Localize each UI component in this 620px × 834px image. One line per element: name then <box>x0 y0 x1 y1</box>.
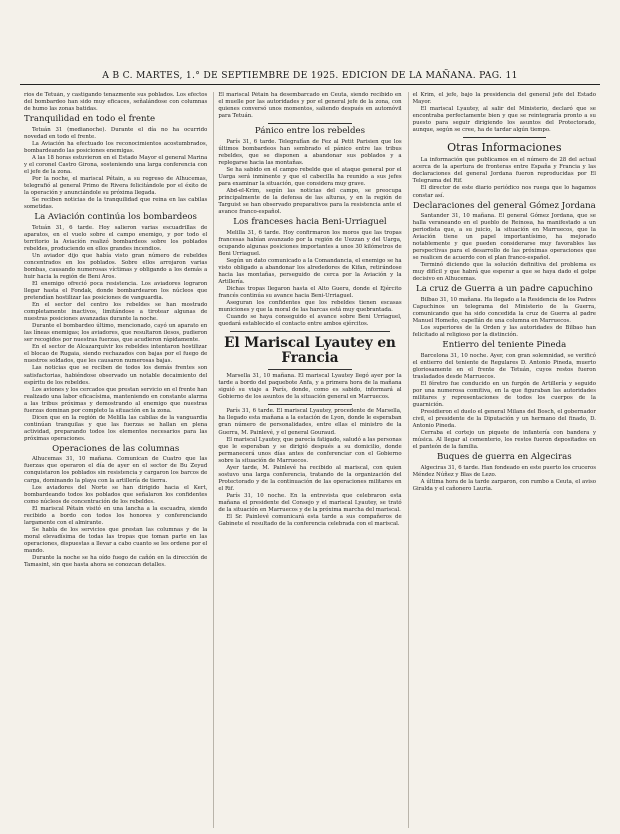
article-paragraph: Según un dato comunicado a la Comandancia, el enemigo se ha visto obligado a abandonar los alrededores de Kifan, retirándose hacia las montañas, perseguido de cerca por la Aviación y la Artillería. <box>218 257 402 285</box>
article-paragraph: El director de este diario periódico nos ruega que lo hagamos constar así. <box>412 185 596 199</box>
article-paragraph: París 31, 6 tarde. Telegrafían de Fez al Petit Parisien que los últimos bombardeos han sembrado el pánico entre las tribus rebeldes, que se disponen a abandonar sus poblados y a replegarse hacia las montañas. <box>218 138 402 166</box>
article-paragraph: rios de Tetuán, y castigando tenazmente sus poblados. Los efectos del bombardeo han sido muy eficaces, señalándose con columnas de humo las zonas batidas. <box>24 92 208 113</box>
column-1 <box>24 92 207 828</box>
article-paragraph: Los aviones y los cercados que prestan servicio en el frente han realizado una labor eficacísima, manteniendo en constante alarma a las tribus próximas y demostrando al enemigo que nuestras fuerzas dominan por completo la situación en la zona. <box>24 386 208 414</box>
headline-lyautey: El Mariscal Lyautey en Francia <box>224 335 396 367</box>
headline-otras-informaciones: Otras Informaciones <box>447 141 562 155</box>
article-paragraph: Aseguran los confidentes que los rebeldes tienen escasas municiones y que la moral de las harcas está muy quebrantada. <box>218 299 402 314</box>
article-paragraph: Bilbao 31, 10 mañana. Ha llegado a la Residencia de los Padres Capuchinos un telegrama del Ministerio de la Guerra, comunicando que ha sido concedida la cruz de Guerra al padre Manuel Homeño, capellán de una columna en Marruecos. <box>412 296 596 324</box>
page-masthead: A B C. MARTES, 1.° DE SEPTIEMBRE DE 1925. EDICION DE LA MAÑANA. PAG. 11 <box>20 70 600 85</box>
article-paragraph: Cuando se haya conseguido el avance sobre Beni Urriaguel, quedará establecido el contacto entre ambos ejércitos. <box>218 314 402 328</box>
article-paragraph: El mariscal Pétain visitó en una lancha a la escuadra, siendo recibido a bordo con todos los honores y conferenciando largamente con el almirante. <box>24 505 208 526</box>
article-paragraph: Presidieron el duelo el general Milans del Bosch, el gobernador civil, el presidente de la Diputación y un hermano del finado, D. Antonio Pineda. <box>412 408 596 429</box>
article-paragraph: Se habla de los servicios que prestan las columnas y de la moral elevadísima de todas las tropas que toman parte en las operaciones, dispuestas a llevar a cabo cuanto se les ordene por el mando. <box>24 526 208 554</box>
article-paragraph: Algeciras 31, 6 tarde. Han fondeado en este puerto los cruceros Méndez Núñez y Blas de Lezo. <box>412 464 596 478</box>
article-paragraph: Por la noche, el mariscal Pétain, a su regreso de Alhucemas, telegrafió al general Primo de Rivera felicitándole por el éxito de la operación y anunciándole su próxima llegada. <box>24 175 208 196</box>
section-rule <box>268 369 351 370</box>
article-paragraph: Se reciben noticias de la tranquilidad que reina en las cabilas sometidas. <box>24 197 208 211</box>
article-paragraph: En el sector del centro los rebeldes se han mostrado completamente inactivos, limitándose a tirotear algunas de nuestras posiciones avanzadas durante la noche. <box>24 302 208 323</box>
article-paragraph: Los aviadores del Norte se han dirigido hacia el Kert, bombardeando todos los poblados que señalaron los confidentes como núcleos de concentración de los rebeldes. <box>24 484 208 505</box>
article-paragraph: Cerraba el cortejo un piquete de infantería con bandera y música. Al llegar al cementerio, los restos fueron depositados en el panteón de la familia. <box>412 430 596 451</box>
article-paragraph: Santander 31, 10 mañana. El general Gómez Jordana, que se halla veraneando en el pueblo de Reinosa, ha manifestado a un periodista que, a su juicio, la situación en Marruecos, que la Aviación tiene un papel importantísimo, ha mejorado notablemente y que pueden considerarse muy favorables las perspectivas para el desarrollo de las próximas operaciones que se realicen de acuerdo con el plan franco-español. <box>412 212 596 262</box>
article-paragraph: Ayer tarde, M. Painlevé ha recibido al mariscal, con quien sostuvo una larga conferencia, tratando de la organización del Protectorado y de la continuación de las operaciones militares en el Rif. <box>218 464 402 492</box>
article-paragraph: Las noticias que se reciben de todos los demás frentes son satisfactorias, habiéndose observado un notable decaimiento del espíritu de los rebeldes. <box>24 365 208 386</box>
article-paragraph: Durante el bombardeo último, mencionado, cayó un aparato en las líneas enemigas; los aviadores, que resultaron ilesos, pudieron ser recogidos por nuestras fuerzas, que acudieron rápidamente. <box>24 323 208 344</box>
article-paragraph: Dichas tropas llegaron hasta el Alto Gueru, donde el Ejército francés continúa su avance hacia Beni-Urriaguel. <box>218 285 402 299</box>
article-paragraph: Barcelona 31, 10 noche. Ayer, con gran solemnidad, se verificó el entierro del teniente de Regulares D. Antonio Pineda, muerto gloriosamente en el frente de Tetuán, cuyos restos fueron trasladados desde Marruecos. <box>412 352 596 380</box>
article-paragraph: Tetuán 31, 6 tarde. Hoy salieron varias escuadrillas de aparatos, en el vuelo sobre el campo enemigo, y por todo el territorio la Aviación realizó bombardeos sobre los poblados rebeldes, produciendo en ellos grandes incendios. <box>24 224 208 252</box>
article-paragraph: París 31, 10 noche. En la entrevista que celebraron esta mañana el presidente del Consejo y el mariscal Lyautey, se trató de la situación en Marruecos y de la próxima marcha del mariscal. <box>218 492 402 514</box>
page-columns <box>24 92 596 828</box>
article-paragraph: Abd-el-Krim, según las noticias del campo, se preocupa principalmente de la defensa de las alturas, y en la región de Targuist se han observado preparativos para la resistencia ante el avance franco-español. <box>218 187 402 216</box>
article-paragraph: París 31, 6 tarde. El mariscal Lyautey, procedente de Marsella, ha llegado esta mañana a la estación de Lyon, donde le esperaban gran número de personalidades, entre ellas el ministro de la Guerra, M. Painlevé, y el general Gouraud. <box>218 408 402 436</box>
subheading-entierro: Entierro del teniente Pineda <box>442 340 567 351</box>
subheading-panico: Pánico entre los rebeldes <box>254 126 366 137</box>
section-rule <box>230 331 389 332</box>
article-paragraph: A última hora de la tarde zarparon, con rumbo a Ceuta, el aviso Giralda y el cañonero Lauria. <box>412 478 596 492</box>
article-paragraph: el Krim, el jefe, bajo la presidencia del general jefe del Estado Mayor. <box>412 92 596 106</box>
subheading-operaciones: Operaciones de las columnas <box>52 443 180 454</box>
article-paragraph: El mariscal Lyautey, que parecía fatigado, saludó a las personas que le esperaban y se dirigió después a su domicilio, donde permanecerá unos días antes de conferenciar con el Gobierno sobre la situación de Marruecos. <box>218 436 402 464</box>
article-paragraph: La Aviación ha efectuado los reconocimientos acostumbrados, bombardeando las posiciones enemigas. <box>24 140 208 154</box>
section-rule <box>268 404 351 405</box>
article-paragraph: El féretro fue conducido en un furgón de Artillería y seguido por una numerosa comitiva, en la que figuraban las autoridades militares y representaciones de todos los cuerpos de la guarnición. <box>412 380 596 408</box>
article-paragraph: Dicen que en la región de Melilla las cabilas de la vanguardia continúan tranquilas y que las fuerzas se hallan en plena actividad, preparando todos los elementos necesarios para las próximas operaciones. <box>24 414 208 442</box>
subheading-buques: Buques de guerra en Algeciras <box>436 452 572 463</box>
section-rule <box>463 137 546 138</box>
article-paragraph: El Sr. Painlevé comunicará esta tarde a sus compañeros de Gabinete el resultado de la conferencia celebrada con el mariscal. <box>218 514 402 528</box>
article-paragraph: Melilla 31, 6 tarde. Hoy confirmaron los moros que las tropas francesas habían avanzado por la región de Uezzan y del Uarga, ocupando algunas posiciones importantes a unos 30 kilómetros de Beni Urriaguel. <box>218 229 402 257</box>
article-paragraph: Un aviador dijo que había visto gran número de rebeldes concentrados en los poblados. Sobre ellos arrojaron varias bombas, causando numerosas víctimas y obligando a los demás a huir hacia la región de Beni Aros. <box>24 252 208 280</box>
section-rule <box>268 123 351 124</box>
column-2 <box>213 92 401 828</box>
article-paragraph: Se ha sabido en el campo rebelde que el ataque general por el Uarga será inminente y que el cabecilla ha reunido a sus jefes para examinar la situación, que considera muy grave. <box>218 166 402 187</box>
article-paragraph: La información que publicamos en el número de 28 del actual acerca de la apertura de fronteras entre España y Francia y las declaraciones del general Jordana fueron reproducidas por El Telegrama del Rif. <box>412 157 596 185</box>
article-paragraph: El mariscal Lyautey, al salir del Ministerio, declaró que se encontraba perfectamente bien y que se reintegraría pronto a su puesto para seguir dirigiendo los asuntos del Protectorado, aunque, según se cree, ha de tardar algún tiempo. <box>412 106 596 134</box>
article-paragraph: Tetuán 31 (medianoche). Durante el día no ha ocurrido novedad en todo el frente. <box>24 126 208 140</box>
article-paragraph: Marsella 31, 10 mañana. El mariscal Lyautey llegó ayer por la tarde a bordo del paquebote Anfa, y a primera hora de la mañana siguió su viaje a París, donde, como es sabido, informará al Gobierno de los asuntos de la situación general en Marruecos. <box>218 373 402 401</box>
article-paragraph: Durante la noche se ha oído fuego de cañón en la dirección de Tamasint, sin que hasta ahora se conozcan detalles. <box>24 555 208 569</box>
article-paragraph: El mariscal Pétain ha desembarcado en Ceuta, siendo recibido en el muelle por las autoridades y por el general jefe de la zona, con quienes conversó unos momentos, saliendo después en automóvil para Tetuán. <box>218 92 402 120</box>
subheading-aviacion: La Aviación continúa los bombardeos <box>34 212 197 223</box>
article-paragraph: Los superiores de la Orden y las autoridades de Bilbao han felicitado al religioso por la distinción. <box>412 325 596 339</box>
article-paragraph: En el sector de Alcazarquivir los rebeldes intentaron hostilizar el blocao de Rugaia, siendo rechazados con bajas por el fuego de nuestros soldados, que les causaron numerosas bajas. <box>24 344 208 365</box>
subheading-tranquilidad: Tranquilidad en todo el frente <box>24 114 156 125</box>
subheading-franceses: Los franceses hacia Beni-Urriaguel <box>233 217 387 228</box>
article-paragraph: Terminó diciendo que la solución definitiva del problema es muy difícil y que habrá que esperar a que se haya dado el golpe decisivo en Alhucemas. <box>412 262 596 283</box>
subheading-cruz-guerra: La cruz de Guerra a un padre capuchino <box>416 284 593 295</box>
column-3 <box>408 92 596 828</box>
article-paragraph: Alhucemas 31, 10 mañana. Comunican de Cuatro que las fuerzas que operaron el día de ayer en el sector de Bu Zeyud conquistaron los poblados sin resistencia y cargaron los barcos de carga, dominando la playa con la artillería de tierra. <box>24 456 208 484</box>
article-paragraph: El enemigo ofreció poca resistencia. Los aviadores lograron llegar hasta el Fondak, donde bombardearon los núcleos que pretendían hostilizar las posiciones de vanguardia. <box>24 280 208 301</box>
article-paragraph: A las 18 horas estuvieron en el Estado Mayor el general Marina y el coronel Castro Girona, sosteniendo una larga conferencia con el jefe de la zona. <box>24 154 208 175</box>
subheading-jordana: Declaraciones del general Gómez Jordana <box>412 200 596 211</box>
